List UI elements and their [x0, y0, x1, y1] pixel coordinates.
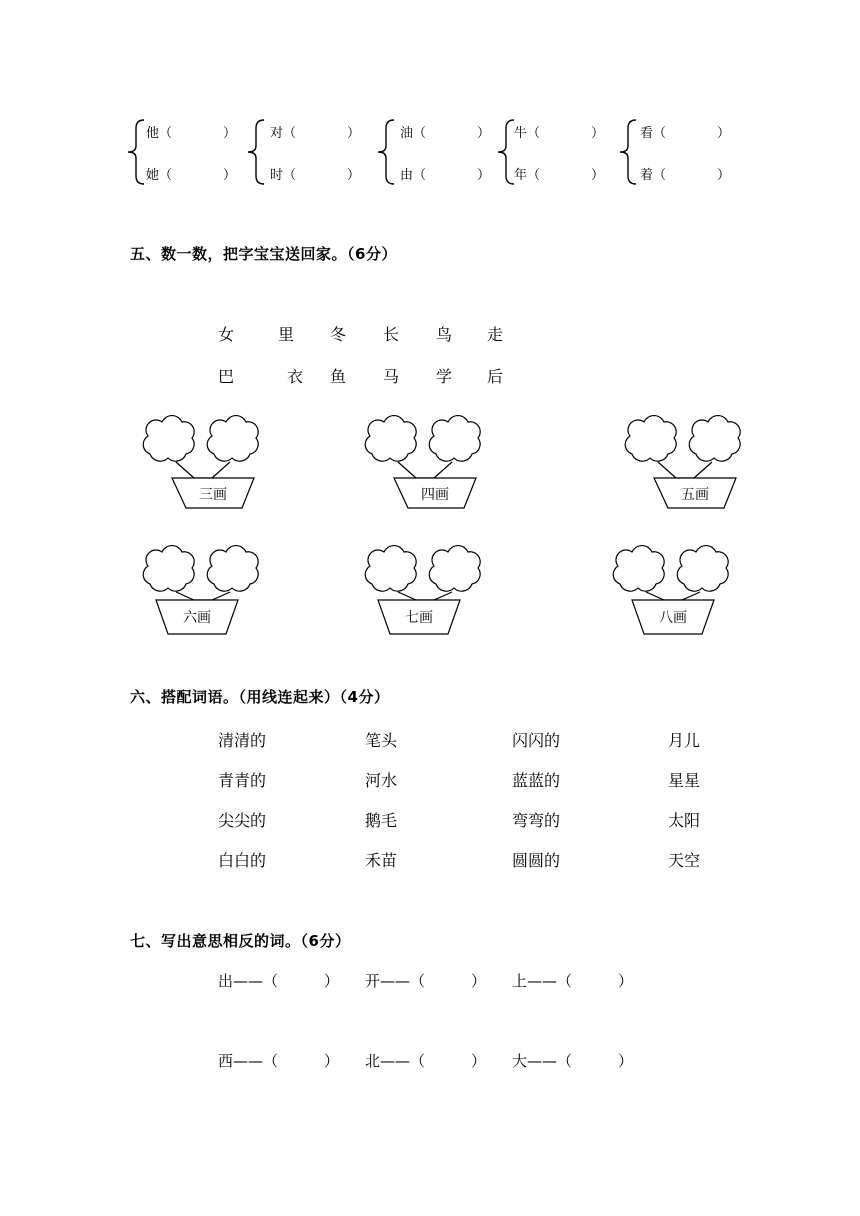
pair-group-3 [376, 118, 496, 186]
word-item: 闪闪的 [512, 731, 561, 750]
section5-heading: 五、数一数，把字宝宝送回家。（6分） [130, 245, 397, 263]
brace-icon [618, 118, 640, 186]
pair-bottom-line: 年（ ） [514, 168, 605, 183]
word-item: 尖尖的 [218, 811, 267, 830]
word-item: 蓝蓝的 [512, 771, 561, 790]
antonym-item: 西——（ ） [218, 1052, 340, 1070]
pot-label: 六画 [183, 610, 211, 626]
antonym-item: 大——（ ） [512, 1052, 634, 1070]
word-item: 河水 [365, 771, 398, 790]
pot-label: 三画 [199, 487, 227, 503]
char-item: 鸟 [436, 325, 453, 344]
word-item: 月儿 [668, 731, 701, 750]
antonym-item: 北——（ ） [365, 1052, 487, 1070]
pot-label: 四画 [421, 487, 449, 503]
antonym-item: 开——（ ） [365, 972, 487, 990]
flower-pot-icon [356, 540, 496, 650]
pair-top-line: 牛（ ） [514, 126, 605, 141]
antonym-item: 出——（ ） [218, 972, 340, 990]
word-item: 天空 [668, 851, 701, 870]
pair-top-line: 对（ ） [270, 126, 361, 141]
char-item: 里 [278, 325, 295, 344]
char-item: 冬 [330, 325, 347, 344]
flower-pot-5 [356, 540, 496, 650]
word-item: 鹅毛 [365, 811, 398, 830]
word-item: 清清的 [218, 731, 267, 750]
pot-label: 五画 [681, 487, 709, 503]
char-item: 衣 [287, 367, 304, 386]
char-item: 走 [487, 325, 504, 344]
char-item: 长 [383, 325, 400, 344]
word-item: 太阳 [668, 811, 701, 830]
pair-top-line: 油（ ） [400, 126, 491, 141]
pair-group-4 [496, 118, 616, 186]
flower-pot-2 [356, 410, 496, 520]
pair-group-2 [246, 118, 366, 186]
word-item: 青青的 [218, 771, 267, 790]
char-item: 学 [436, 367, 453, 386]
char-item: 马 [383, 367, 400, 386]
antonym-item: 上——（ ） [512, 972, 634, 990]
flower-pot-1 [134, 410, 274, 520]
flower-pot-icon [604, 540, 744, 650]
char-item: 巴 [218, 367, 235, 386]
flower-pot-3 [616, 410, 756, 520]
word-item: 白白的 [218, 851, 267, 870]
char-item: 女 [218, 325, 235, 344]
word-item: 禾苗 [365, 851, 398, 870]
pair-bottom-line: 由（ ） [400, 168, 491, 183]
word-item: 笔头 [365, 731, 398, 750]
char-item: 后 [487, 367, 504, 386]
word-item: 圆圆的 [512, 851, 561, 870]
pot-label: 七画 [405, 610, 433, 626]
flower-pot-4 [134, 540, 274, 650]
section7-heading: 七、写出意思相反的词。（6分） [130, 932, 351, 950]
section6-heading: 六、搭配词语。（用线连起来）（4分） [130, 688, 390, 706]
flower-pot-icon [134, 540, 274, 650]
brace-icon [376, 118, 398, 186]
pair-group-5 [618, 118, 738, 186]
flower-pot-6 [604, 540, 744, 650]
brace-icon [246, 118, 268, 186]
pair-bottom-line: 着（ ） [640, 168, 731, 183]
brace-icon [126, 118, 148, 186]
pair-top-line: 看（ ） [640, 126, 731, 141]
pair-bottom-line: 时（ ） [270, 168, 361, 183]
char-item: 鱼 [330, 367, 347, 386]
pair-top-line: 他（ ） [146, 126, 237, 141]
word-item: 星星 [668, 771, 701, 790]
pair-bottom-line: 她（ ） [146, 168, 237, 183]
pair-group-1 [126, 118, 246, 186]
word-item: 弯弯的 [512, 811, 561, 830]
pot-label: 八画 [659, 610, 687, 626]
